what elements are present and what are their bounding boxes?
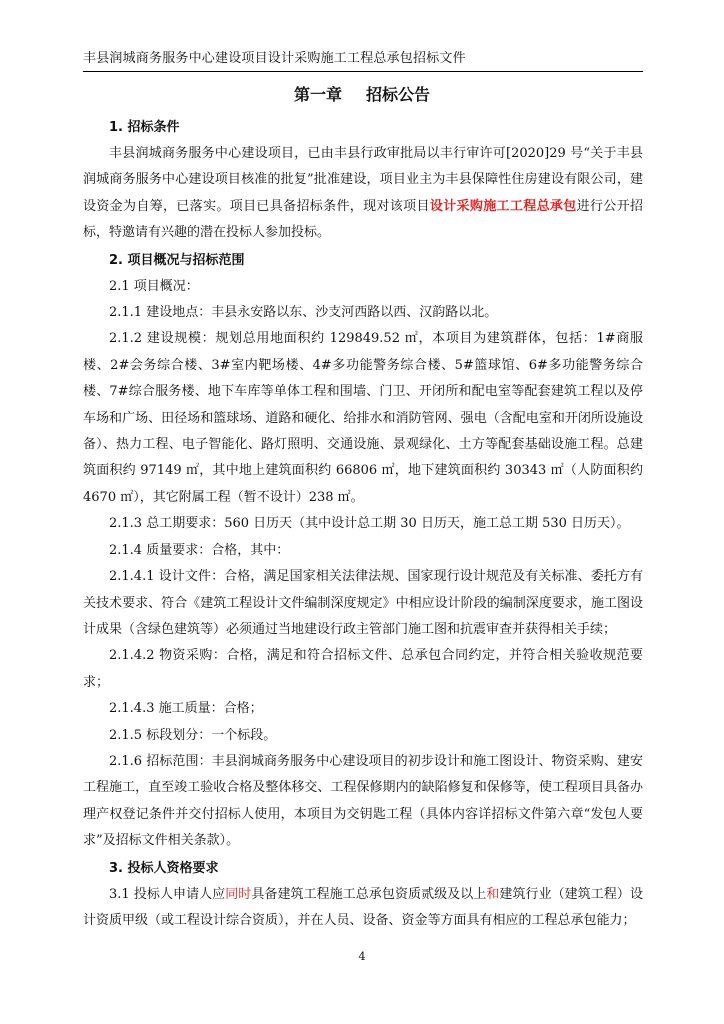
- text-run: 丰县润城商务服务中心建设项目，已由丰县行政审批局以丰行审许可[2020]29 号“关于丰县润城商务服务中心建设项目核准的批复”批准建设，项目业主为丰县保障性住房建设有限公司，建设资金为自筹，已落实。项目已具备招标条件，现对该项目: [83, 146, 643, 214]
- page-number: 4: [358, 950, 366, 963]
- paragraph-2-1-4: 2.1.4 质量要求：合格，其中：: [109, 542, 290, 558]
- section-heading-1: 1. 招标条件: [109, 120, 180, 135]
- running-header: 丰县润城商务服务中心建设项目设计采购施工工程总承包招标文件: [83, 51, 466, 66]
- chapter-number: 第一章: [293, 85, 342, 104]
- paragraph-2-1-5: 2.1.5 标段划分：一个标段。: [109, 727, 277, 743]
- text-run: 3.1 投标人申请人应: [109, 886, 226, 902]
- paragraph-2-1-6: 2.1.6 招标范围：丰县润城商务服务中心建设项目的初步设计和施工图设计、物资采购、建安工程施工，直至竣工验收合格及整体移交、工程保修期内的缺陷修复和保修等，使工程项目具备办理产权登记条件并交付招标人使用，本项目为交钥匙工程（具体内容详招标文件第六章“发包人要求”及招标文件相关条款）。: [83, 753, 643, 849]
- paragraph-3-1: [83, 882, 643, 935]
- highlight-text: 设计采购施工工程总承包: [429, 198, 577, 214]
- paragraph-2-1-4-1: 2.1.4.1 设计文件：合格，满足国家相关法律法规、国家现行设计规范及有关标准、委托方有关技术要求、符合《建筑工程设计文件编制深度规定》中相应设计阶段的编制深度要求，施工图设计成果（含绿色建筑等）必须通过当地建设行政主管部门施工图和抗震审查并获得相关手续；: [83, 569, 643, 637]
- paragraph-2-1-4-3: 2.1.4.3 施工质量：合格；: [109, 701, 263, 717]
- text-run: 建筑行业（建筑工程）设计资质甲级（或工程设计综合资质），并在人员、设备、资金等方面具有相应的工程总承包能力；: [83, 886, 643, 928]
- paragraph-2-1-1: 2.1.1 建设地点：丰县永安路以东、沙支河西路以西、汉韵路以北。: [109, 305, 498, 321]
- section-heading-3: 3. 投标人资格要求: [109, 860, 219, 876]
- section-heading-2: 2. 项目概况与招标范围: [109, 252, 245, 268]
- text-run: 具备建筑工程施工总承包资质贰级及以上: [251, 886, 487, 902]
- highlight-text: 和: [486, 886, 500, 902]
- paragraph-2-1: 2.1 项目概况：: [109, 278, 199, 294]
- paragraph-2-1-3: 2.1.3 总工期要求：560 日历天（其中设计总工期 30 日历天，施工总工期 530 日历天）。: [109, 516, 630, 532]
- header-rule: [83, 71, 643, 72]
- paragraph-2-1-4-2: 2.1.4.2 物资采购：合格，满足和符合招标文件、总承包合同约定，并符合相关验收规范要求；: [83, 648, 643, 690]
- paragraph-2-1-2: 2.1.2 建设规模：规划总用地面积约 129849.52 ㎡，本项目为建筑群体，包括：1#商服楼、2#会务综合楼、3#室内靶场楼、4#多功能警务综合楼、5#篮球馆、6#多功能警务综合楼、7#综合服务楼、地下车库等单体工程和围墙、门卫、开闭所和配电室等配套建筑工程以及停车场和广场、田径场和篮球场、道路和硬化、给排水和消防管网、强电（含配电室和开闭所设施设备）、热力工程、电子智能化、路灯照明、交通设施、景观绿化、土方等配套基础设施工程。总建筑面积约 97149 ㎡，其中地上建筑面积约 66806 ㎡，地下建筑面积约 30343 ㎡（人防面积约 4670 ㎡），其它附属工程（暂不设计）238 ㎡。: [83, 331, 643, 505]
- paragraph-tender-conditions: [83, 141, 643, 247]
- text-run: 进行公开招标，特邀请有兴趣的潜在投标人参加投标。: [83, 198, 643, 241]
- chapter-body: [83, 114, 643, 934]
- chapter-name: 招标公告: [366, 85, 431, 104]
- chapter-title: [0, 84, 724, 106]
- highlight-text: 同时: [225, 886, 252, 902]
